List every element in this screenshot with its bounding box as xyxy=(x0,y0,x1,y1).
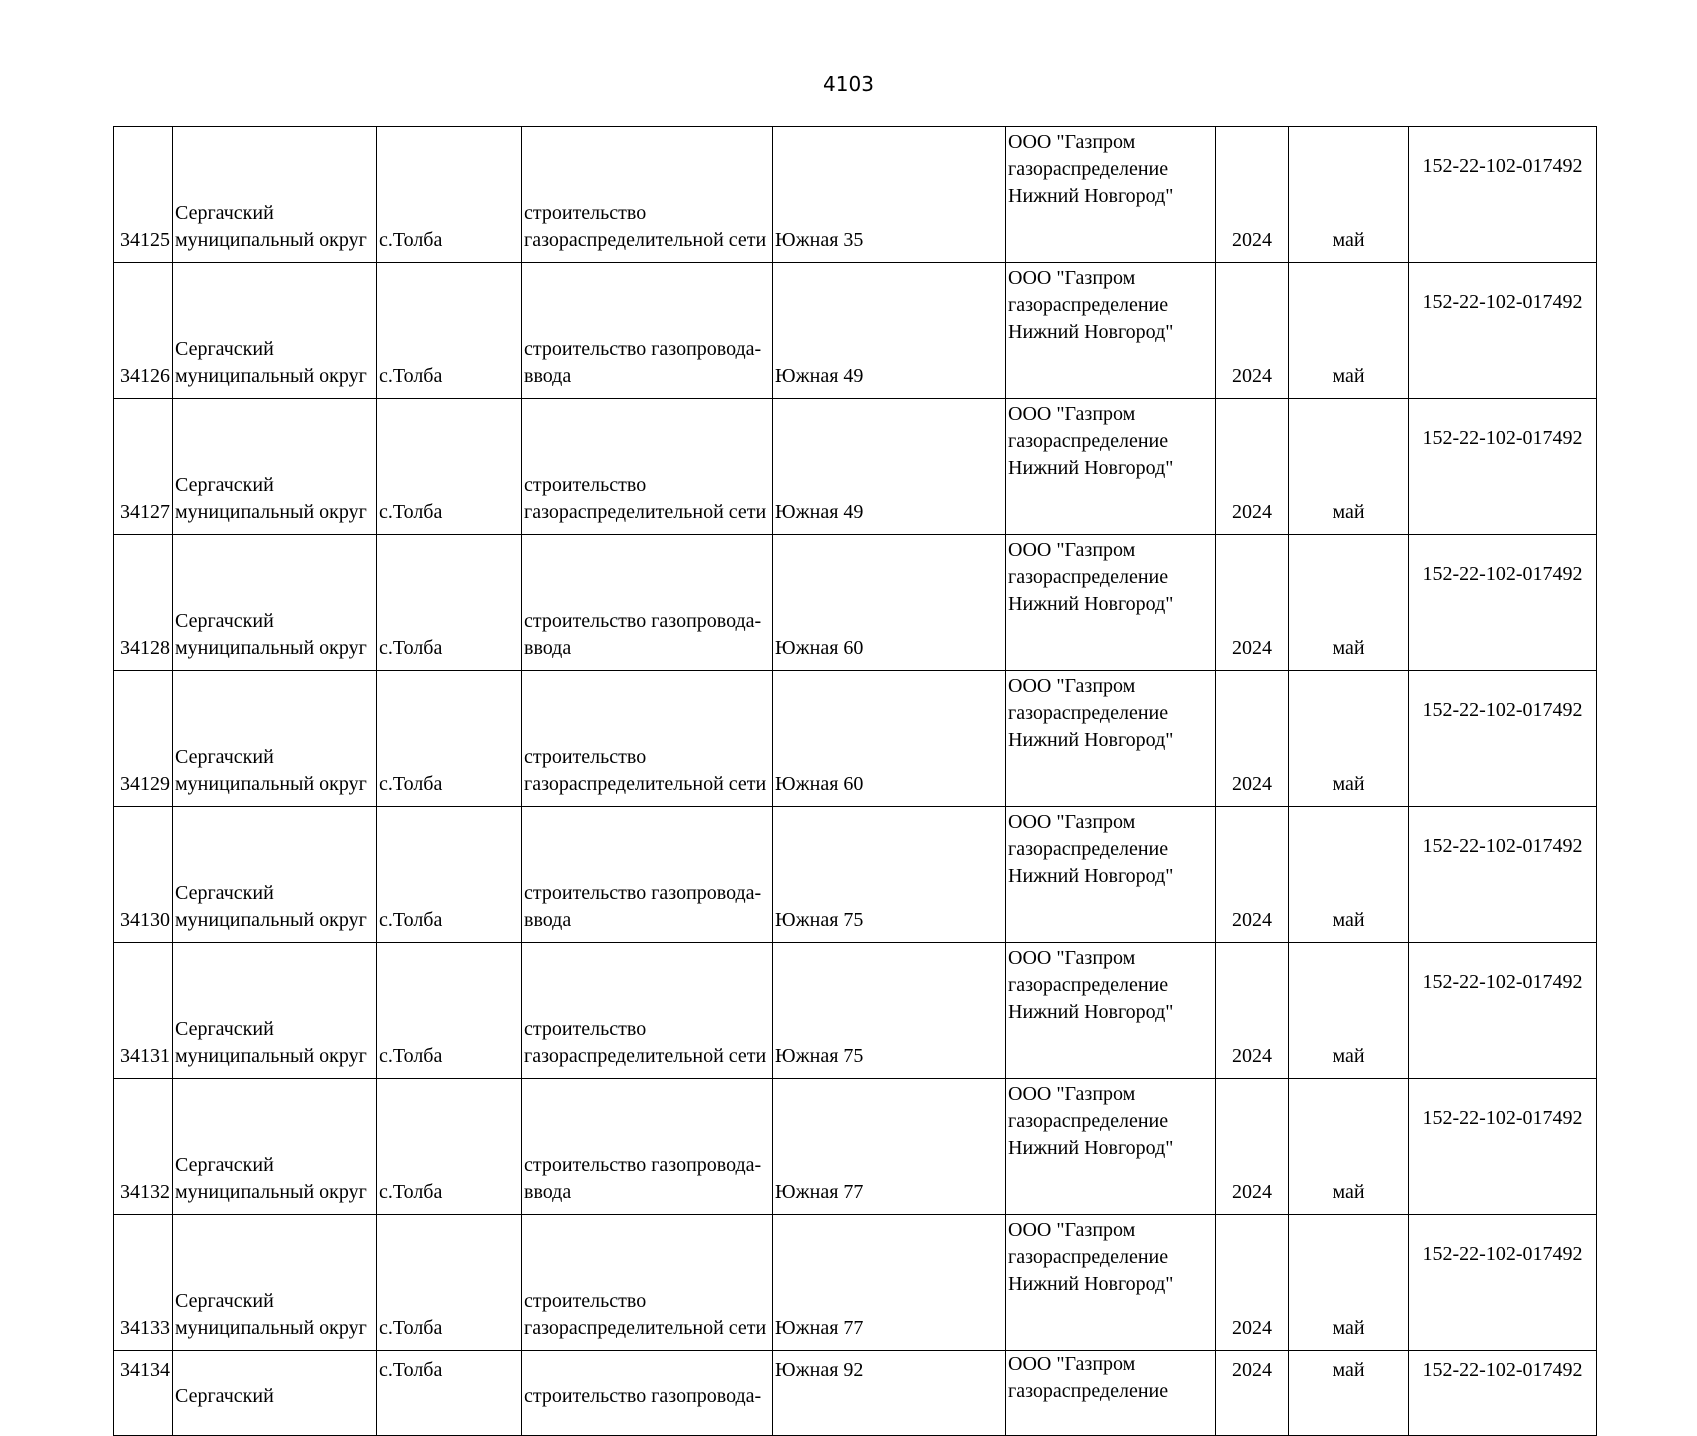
street-cell xyxy=(773,399,1006,535)
registration-number-text: 152-22-102-017492 xyxy=(1422,1243,1583,1265)
year-cell xyxy=(1216,1079,1289,1215)
row-number-text: 34134 xyxy=(120,1359,170,1381)
street-text: Южная 35 xyxy=(775,229,864,251)
registration-number-text: 152-22-102-017492 xyxy=(1422,1359,1583,1381)
year-cell xyxy=(1216,1351,1289,1436)
street-text: Южная 49 xyxy=(775,501,864,523)
work-type-line: газораспределительной сети xyxy=(524,1045,767,1067)
row-number-text: 34130 xyxy=(120,909,170,931)
month-cell xyxy=(1289,399,1409,535)
district-line: муниципальный округ xyxy=(175,637,367,659)
registration-number-cell xyxy=(1409,535,1597,671)
district-line: Сергачский xyxy=(175,1018,274,1040)
year-cell xyxy=(1216,535,1289,671)
organization-line: газораспределение xyxy=(1008,1380,1169,1402)
organization-line: ООО "Газпром xyxy=(1008,675,1136,697)
table-row xyxy=(114,399,1597,535)
work-type-cell xyxy=(522,535,773,671)
month-text: май xyxy=(1332,229,1365,251)
organization-cell xyxy=(1006,399,1216,535)
district-cell xyxy=(173,1215,377,1351)
registration-number-cell xyxy=(1409,1079,1597,1215)
locality-cell xyxy=(377,1215,522,1351)
registration-number-cell xyxy=(1409,671,1597,807)
district-line: Сергачский xyxy=(175,338,274,360)
organization-cell xyxy=(1006,535,1216,671)
registration-number-text: 152-22-102-017492 xyxy=(1422,699,1583,721)
organization-line: газораспределение xyxy=(1008,974,1169,996)
locality-text: с.Толба xyxy=(379,637,443,659)
organization-cell xyxy=(1006,943,1216,1079)
month-text: май xyxy=(1332,365,1365,387)
registration-number-text: 152-22-102-017492 xyxy=(1422,427,1583,449)
row-number-text: 34125 xyxy=(120,229,170,251)
district-line: Сергачский xyxy=(175,1290,274,1312)
district-line: муниципальный округ xyxy=(175,773,367,795)
organization-cell xyxy=(1006,807,1216,943)
month-text: май xyxy=(1332,1045,1365,1067)
year-text: 2024 xyxy=(1232,229,1272,251)
organization-line: ООО "Газпром xyxy=(1008,403,1136,425)
street-text: Южная 92 xyxy=(775,1359,864,1381)
row-number xyxy=(114,399,173,535)
row-number xyxy=(114,943,173,1079)
organization-line: газораспределение xyxy=(1008,1246,1169,1268)
district-line: Сергачский xyxy=(175,610,274,632)
district-cell xyxy=(173,535,377,671)
locality-cell xyxy=(377,807,522,943)
work-type-cell xyxy=(522,1079,773,1215)
year-cell xyxy=(1216,807,1289,943)
row-number-text: 34131 xyxy=(120,1045,170,1067)
work-type-line: строительство газопровода- xyxy=(524,610,762,632)
organization-cell xyxy=(1006,1215,1216,1351)
work-type-cell xyxy=(522,1351,773,1436)
district-cell xyxy=(173,399,377,535)
registry-body xyxy=(114,127,1597,1436)
row-number-text: 34128 xyxy=(120,637,170,659)
month-cell xyxy=(1289,127,1409,263)
work-type-line: газораспределительной сети xyxy=(524,773,767,795)
registration-number-cell xyxy=(1409,1215,1597,1351)
district-line: муниципальный округ xyxy=(175,229,367,251)
work-type-line: газораспределительной сети xyxy=(524,501,767,523)
row-number xyxy=(114,535,173,671)
registration-number-text: 152-22-102-017492 xyxy=(1422,835,1583,857)
street-cell xyxy=(773,1351,1006,1436)
month-text: май xyxy=(1332,637,1365,659)
district-cell xyxy=(173,263,377,399)
work-type-line: ввода xyxy=(524,1181,572,1203)
district-line: Сергачский xyxy=(175,746,274,768)
work-type-line: строительство газопровода- xyxy=(524,338,762,360)
organization-line: газораспределение xyxy=(1008,158,1169,180)
year-cell xyxy=(1216,127,1289,263)
year-text: 2024 xyxy=(1232,909,1272,931)
organization-line: Нижний Новгород" xyxy=(1008,1137,1174,1159)
street-cell xyxy=(773,1215,1006,1351)
locality-text: с.Толба xyxy=(379,1045,443,1067)
registration-number-text: 152-22-102-017492 xyxy=(1422,1107,1583,1129)
work-type-cell xyxy=(522,263,773,399)
organization-line: Нижний Новгород" xyxy=(1008,185,1174,207)
month-text: май xyxy=(1332,501,1365,523)
district-line: Сергачский xyxy=(175,202,274,224)
organization-line: газораспределение xyxy=(1008,294,1169,316)
work-type-line: газораспределительной сети xyxy=(524,229,767,251)
page-number: 4103 xyxy=(823,72,874,96)
organization-line: ООО "Газпром xyxy=(1008,539,1136,561)
organization-line: ООО "Газпром xyxy=(1008,131,1136,153)
table-row xyxy=(114,127,1597,263)
month-cell xyxy=(1289,943,1409,1079)
year-cell xyxy=(1216,943,1289,1079)
locality-text: с.Толба xyxy=(379,501,443,523)
month-cell xyxy=(1289,263,1409,399)
registration-number-cell xyxy=(1409,399,1597,535)
work-type-line: строительство газопровода- xyxy=(524,1154,762,1176)
organization-line: Нижний Новгород" xyxy=(1008,321,1174,343)
month-text: май xyxy=(1332,909,1365,931)
organization-cell xyxy=(1006,671,1216,807)
work-type-cell xyxy=(522,807,773,943)
district-line: муниципальный округ xyxy=(175,365,367,387)
organization-line: Нижний Новгород" xyxy=(1008,1273,1174,1295)
organization-cell xyxy=(1006,263,1216,399)
street-text: Южная 60 xyxy=(775,637,864,659)
district-cell xyxy=(173,1079,377,1215)
table-row xyxy=(114,535,1597,671)
street-cell xyxy=(773,127,1006,263)
table-row xyxy=(114,263,1597,399)
work-type-cell xyxy=(522,943,773,1079)
row-number xyxy=(114,127,173,263)
district-line: муниципальный округ xyxy=(175,1045,367,1067)
locality-text: с.Толба xyxy=(379,365,443,387)
table-row xyxy=(114,1351,1597,1436)
year-text: 2024 xyxy=(1232,1317,1272,1339)
year-text: 2024 xyxy=(1232,365,1272,387)
month-cell xyxy=(1289,1215,1409,1351)
street-cell xyxy=(773,943,1006,1079)
locality-cell xyxy=(377,1079,522,1215)
work-type-cell xyxy=(522,1215,773,1351)
organization-line: газораспределение xyxy=(1008,702,1169,724)
month-cell xyxy=(1289,807,1409,943)
locality-cell xyxy=(377,535,522,671)
district-line: Сергачский xyxy=(175,474,274,496)
street-text: Южная 75 xyxy=(775,909,864,931)
row-number xyxy=(114,807,173,943)
district-line: муниципальный округ xyxy=(175,1181,367,1203)
work-type-line: строительство xyxy=(524,1290,647,1312)
work-type-cell xyxy=(522,127,773,263)
month-text: май xyxy=(1332,1359,1365,1381)
registration-number-cell xyxy=(1409,1351,1597,1436)
work-type-line: газораспределительной сети xyxy=(524,1317,767,1339)
locality-cell xyxy=(377,263,522,399)
year-text: 2024 xyxy=(1232,501,1272,523)
locality-cell xyxy=(377,399,522,535)
district-line: Сергачский xyxy=(175,882,274,904)
work-type-line: строительство xyxy=(524,474,647,496)
registration-number-text: 152-22-102-017492 xyxy=(1422,563,1583,585)
month-cell xyxy=(1289,671,1409,807)
registration-number-cell xyxy=(1409,943,1597,1079)
street-text: Южная 49 xyxy=(775,365,864,387)
work-type-line: ввода xyxy=(524,909,572,931)
table-row xyxy=(114,1215,1597,1351)
district-cell xyxy=(173,807,377,943)
row-number xyxy=(114,1079,173,1215)
work-type-cell xyxy=(522,399,773,535)
row-number-text: 34133 xyxy=(120,1317,170,1339)
month-text: май xyxy=(1332,773,1365,795)
organization-line: ООО "Газпром xyxy=(1008,1219,1136,1241)
work-type-cell xyxy=(522,671,773,807)
locality-text: с.Толба xyxy=(379,1317,443,1339)
registration-number-text: 152-22-102-017492 xyxy=(1422,291,1583,313)
year-text: 2024 xyxy=(1232,1181,1272,1203)
locality-text: с.Толба xyxy=(379,1181,443,1203)
district-line: муниципальный округ xyxy=(175,501,367,523)
row-number-text: 34127 xyxy=(120,501,170,523)
district-cell xyxy=(173,943,377,1079)
table-row xyxy=(114,943,1597,1079)
organization-line: ООО "Газпром xyxy=(1008,811,1136,833)
row-number xyxy=(114,263,173,399)
district-line: Сергачский xyxy=(175,1385,274,1407)
row-number xyxy=(114,1351,173,1436)
registration-number-cell xyxy=(1409,807,1597,943)
month-cell xyxy=(1289,1079,1409,1215)
street-text: Южная 75 xyxy=(775,1045,864,1067)
organization-line: ООО "Газпром xyxy=(1008,267,1136,289)
row-number-text: 34129 xyxy=(120,773,170,795)
organization-line: Нижний Новгород" xyxy=(1008,729,1174,751)
work-type-line: строительство газопровода- xyxy=(524,1385,762,1407)
district-line: муниципальный округ xyxy=(175,909,367,931)
row-number xyxy=(114,671,173,807)
organization-cell xyxy=(1006,1351,1216,1436)
street-text: Южная 77 xyxy=(775,1181,864,1203)
year-text: 2024 xyxy=(1232,1045,1272,1067)
work-type-line: строительство газопровода- xyxy=(524,882,762,904)
locality-cell xyxy=(377,127,522,263)
month-cell xyxy=(1289,535,1409,671)
street-cell xyxy=(773,671,1006,807)
month-cell xyxy=(1289,1351,1409,1436)
locality-cell xyxy=(377,943,522,1079)
work-type-line: строительство xyxy=(524,1018,647,1040)
district-line: муниципальный округ xyxy=(175,1317,367,1339)
locality-text: с.Толба xyxy=(379,229,443,251)
street-cell xyxy=(773,535,1006,671)
year-cell xyxy=(1216,1215,1289,1351)
year-text: 2024 xyxy=(1232,773,1272,795)
registration-number-text: 152-22-102-017492 xyxy=(1422,971,1583,993)
street-cell xyxy=(773,807,1006,943)
street-cell xyxy=(773,1079,1006,1215)
organization-line: ООО "Газпром xyxy=(1008,1353,1136,1375)
locality-text: с.Толба xyxy=(379,1359,443,1381)
work-type-line: строительство xyxy=(524,746,647,768)
locality-text: с.Толба xyxy=(379,773,443,795)
locality-cell xyxy=(377,1351,522,1436)
organization-line: ООО "Газпром xyxy=(1008,1083,1136,1105)
street-text: Южная 77 xyxy=(775,1317,864,1339)
organization-line: Нижний Новгород" xyxy=(1008,457,1174,479)
row-number xyxy=(114,1215,173,1351)
street-text: Южная 60 xyxy=(775,773,864,795)
month-text: май xyxy=(1332,1317,1365,1339)
work-type-line: ввода xyxy=(524,637,572,659)
district-cell xyxy=(173,671,377,807)
year-cell xyxy=(1216,671,1289,807)
registration-number-cell xyxy=(1409,127,1597,263)
locality-cell xyxy=(377,671,522,807)
organization-line: ООО "Газпром xyxy=(1008,947,1136,969)
year-cell xyxy=(1216,399,1289,535)
organization-cell xyxy=(1006,127,1216,263)
locality-text: с.Толба xyxy=(379,909,443,931)
month-text: май xyxy=(1332,1181,1365,1203)
registry-table xyxy=(113,126,1597,1436)
street-cell xyxy=(773,263,1006,399)
year-text: 2024 xyxy=(1232,637,1272,659)
organization-line: Нижний Новгород" xyxy=(1008,865,1174,887)
row-number-text: 34132 xyxy=(120,1181,170,1203)
district-line: Сергачский xyxy=(175,1154,274,1176)
organization-line: газораспределение xyxy=(1008,1110,1169,1132)
row-number-text: 34126 xyxy=(120,365,170,387)
year-text: 2024 xyxy=(1232,1359,1272,1381)
organization-line: газораспределение xyxy=(1008,566,1169,588)
table-row xyxy=(114,1079,1597,1215)
organization-cell xyxy=(1006,1079,1216,1215)
organization-line: Нижний Новгород" xyxy=(1008,593,1174,615)
work-type-line: строительство xyxy=(524,202,647,224)
organization-line: Нижний Новгород" xyxy=(1008,1001,1174,1023)
year-cell xyxy=(1216,263,1289,399)
district-cell xyxy=(173,127,377,263)
table-row xyxy=(114,807,1597,943)
work-type-line: ввода xyxy=(524,365,572,387)
organization-line: газораспределение xyxy=(1008,430,1169,452)
organization-line: газораспределение xyxy=(1008,838,1169,860)
table-row xyxy=(114,671,1597,807)
registration-number-text: 152-22-102-017492 xyxy=(1422,155,1583,177)
district-cell xyxy=(173,1351,377,1436)
registration-number-cell xyxy=(1409,263,1597,399)
